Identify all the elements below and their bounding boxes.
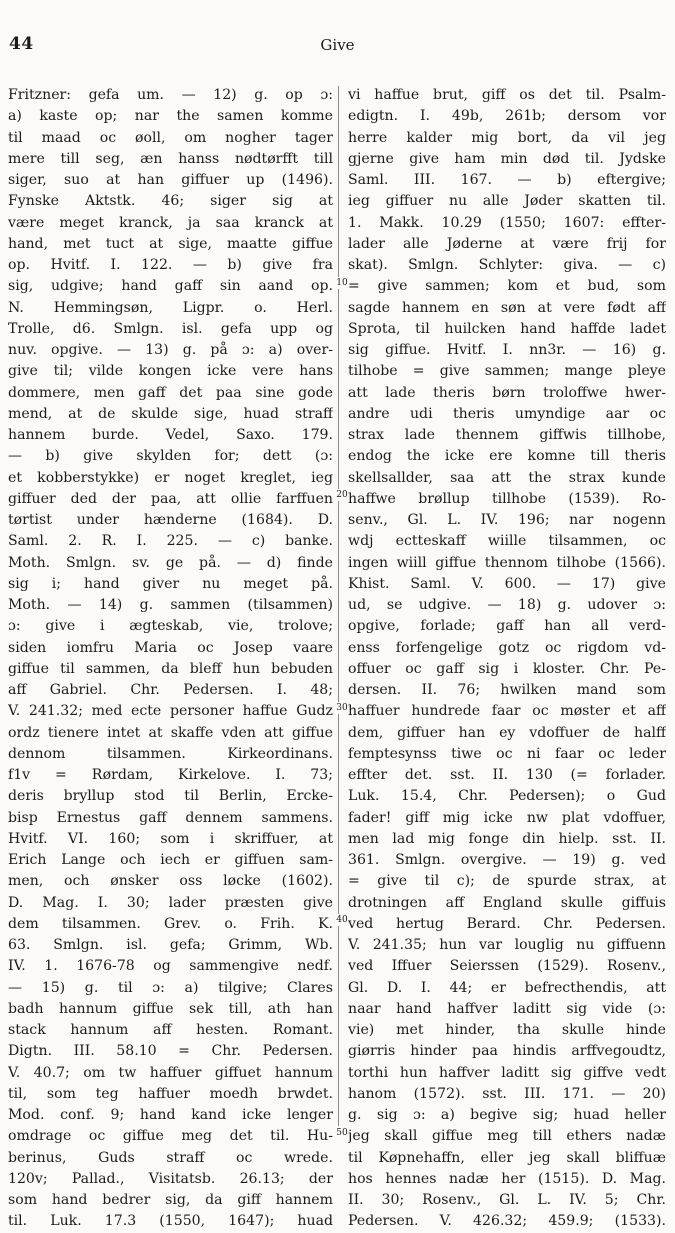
- text-line: hos hennes nadæ her (1515). D. Mag.: [348, 1170, 666, 1187]
- text-line: vi haffue brut, giff os det til. Psalm-: [348, 87, 666, 103]
- text-line: være meget kranck, ja saa kranck at: [8, 214, 333, 231]
- text-line: — 15) g. til ɔ: a) tilgive; Clares: [8, 979, 333, 996]
- text-line: Hvitf. VI. 160; som i skriffuer, at: [8, 830, 333, 847]
- text-line: 120v; Pallad., Visitatsb. 26.13; der: [8, 1170, 333, 1187]
- text-line: gjerne give ham min død til. Jydske: [348, 150, 666, 167]
- text-line: omdrage oc giffue meg det til. Hu-: [8, 1128, 333, 1145]
- text-line: g. sig ɔ: a) begive sig; huad heller: [348, 1107, 666, 1123]
- text-line: sig i; hand giver nu meget på.: [8, 575, 333, 592]
- text-line: Moth. — 14) g. sammen (tilsammen): [8, 597, 333, 613]
- text-line: 63. Smlgn. isl. gefa; Grimm, Wb.: [8, 937, 333, 953]
- text-line: andre udi theris umyndige aar oc: [348, 405, 666, 422]
- text-line: som hand bedrer sig, da giff hannem: [8, 1192, 333, 1208]
- text-line: wdj ectteskaff wiille tilsammen, oc: [348, 533, 666, 550]
- text-line: naar hand haffver laditt sig vide (ɔ:: [348, 1000, 666, 1017]
- text-line: op. Hvitf. I. 122. — b) give fra: [8, 257, 333, 273]
- text-line: strax lade thennem giffwis tillhobe,: [348, 427, 666, 443]
- text-line: 361. Smlgn. overgive. — 19) g. ved: [348, 852, 666, 868]
- right-column: [348, 85, 666, 1233]
- text-line: = give sammen; kom et bud, som: [348, 278, 666, 295]
- text-line: dersen. II. 76; hwilken mand som: [348, 682, 666, 698]
- text-line: aff Gabriel. Chr. Pedersen. I. 48;: [8, 682, 333, 698]
- line-marker-30: 30: [336, 703, 348, 713]
- column-divider: [338, 86, 339, 1126]
- text-line: giørris hinder paa hindis arffvegoudtz,: [348, 1043, 666, 1060]
- text-line: badh hannum giffue sek till, ath han: [8, 1000, 333, 1017]
- text-line: vie) met hinder, tha skulle hinde: [348, 1022, 666, 1038]
- text-line: Sprota, til huilcken hand haffde ladet: [348, 320, 666, 337]
- text-line: dennom tilsammen. Kirkeordinans.: [8, 745, 333, 762]
- text-line: giffue til sammen, da bleff hun bebuden: [8, 660, 333, 677]
- text-line: ved hertug Berard. Chr. Pedersen.: [348, 915, 666, 932]
- text-line: dem, giffuer han ey vdoffuer de halff: [348, 724, 666, 741]
- text-line: deris bryllup stod til Berlin, Ercke-: [8, 788, 333, 805]
- text-line: ingen wiill giffue thennom tilhobe (1566).: [348, 554, 666, 571]
- text-line: N. Hemmingsøn, Ligpr. o. Herl.: [8, 299, 333, 316]
- text-line: haffwe brøllup tillhobe (1539). Ro-: [348, 490, 666, 507]
- text-line: dem tilsammen. Grev. o. Frih. K.: [8, 915, 333, 932]
- text-line: — b) give skylden for; dett (ɔ:: [8, 448, 333, 465]
- text-line: stack hannum aff hesten. Romant.: [8, 1022, 333, 1038]
- text-line: V. 241.35; hun var louglig nu giffuenn: [348, 937, 666, 953]
- text-line: IV. 1. 1676-78 og sammengive nedf.: [8, 958, 333, 975]
- text-line: herre kalder mig bort, da vil jeg: [348, 129, 666, 146]
- running-head: Give: [320, 36, 355, 54]
- text-line: tilhobe = give sammen; mange pleye: [348, 363, 666, 380]
- left-column: [8, 85, 333, 1233]
- text-line: Erich Lange och iech er giffuen sam-: [8, 852, 333, 868]
- line-marker-10: 10: [336, 278, 348, 288]
- text-line: att lade theris børn troloffwe hwer-: [348, 384, 666, 401]
- text-line: give til; vilde kongen icke vere hans: [8, 363, 333, 380]
- text-line: ud, se udgive. — 18) g. udover ɔ:: [348, 597, 666, 613]
- text-line: til. Luk. 17.3 (1550, 1647); huad: [8, 1213, 333, 1230]
- text-line: mere till seg, æn hanss nødtørfft till: [8, 150, 333, 167]
- text-line: til Køpnehaffn, eller jeg skall bliffuæ: [348, 1149, 666, 1166]
- text-line: skat). Smlgn. Schlyter: giva. — c): [348, 257, 666, 273]
- text-line: Fritzner: gefa um. — 12) g. op ɔ:: [8, 87, 333, 103]
- text-line: Mod. conf. 9; hand kand icke lenger: [8, 1107, 333, 1123]
- text-line: offuer oc gaff sig i kloster. Chr. Pe-: [348, 660, 666, 677]
- text-line: hannem burde. Vedel, Saxo. 179.: [8, 427, 333, 443]
- text-line: II. 30; Rosenv., Gl. L. IV. 5; Chr.: [348, 1192, 666, 1208]
- text-line: skellsallder, saa att the strax kunde: [348, 469, 666, 486]
- text-line: ordz tienere intet at skaffe vden att giffue: [8, 724, 333, 741]
- text-line: men lad mig fonge din hielp. sst. II.: [348, 830, 666, 847]
- text-line: a) kaste op; nar the samen komme: [8, 108, 333, 125]
- text-line: Luk. 15.4, Chr. Pedersen); o Gud: [348, 788, 666, 805]
- text-line: endog the icke ere komne till theris: [348, 448, 666, 465]
- text-line: nuv. opgive. — 13) g. på ɔ: a) over-: [8, 342, 333, 358]
- text-line: siden iomfru Maria oc Josep vaare: [8, 639, 333, 656]
- text-line: Saml. III. 167. — b) eftergive;: [348, 172, 666, 188]
- text-line: effter det. sst. II. 130 (= forlader.: [348, 767, 666, 783]
- text-line: et kobberstykke) er noget kreglet, ieg: [8, 469, 333, 486]
- text-line: senv., Gl. L. IV. 196; nar nogenn: [348, 512, 666, 528]
- page-header: [0, 34, 675, 58]
- text-line: sig giffue. Hvitf. I. nn3r. — 16) g.: [348, 342, 666, 358]
- text-line: men, och ønsker oss løcke (1602).: [8, 873, 333, 890]
- page-number: 44: [9, 34, 34, 54]
- text-line: V. 40.7; om tw haffuer giffuet hannum: [8, 1064, 333, 1081]
- text-line: edigtn. I. 49b, 261b; dersom vor: [348, 108, 666, 125]
- text-line: torthi hun haffver laditt sig giffve vedt: [348, 1064, 666, 1081]
- text-line: til maad oc øoll, om nogher tager: [8, 129, 333, 146]
- text-line: hand, met tuct at sige, maatte giffue: [8, 235, 333, 252]
- text-line: ved Iffuer Seierssen (1529). Rosenv.,: [348, 958, 666, 975]
- text-line: til, som teg haffuer moedh brwdet.: [8, 1085, 333, 1102]
- text-line: fader! giff mig icke nw plat vdoffuer,: [348, 809, 666, 826]
- text-line: tørtist under hænderne (1684). D.: [8, 512, 333, 528]
- text-line: Pedersen. V. 426.32; 459.9; (1533).: [348, 1213, 666, 1230]
- text-line: Khist. Saml. V. 600. — 17) give: [348, 575, 666, 592]
- text-line: giffuer ded der paa, att ollie farffuen: [8, 490, 333, 507]
- text-line: Digtn. III. 58.10 = Chr. Pedersen.: [8, 1043, 333, 1060]
- text-line: sig, udgive; hand gaff sin aand op.: [8, 278, 333, 295]
- text-line: Saml. 2. R. I. 225. — c) banke.: [8, 533, 333, 550]
- text-line: f1v = Rørdam, Kirkelove. I. 73;: [8, 767, 333, 783]
- line-marker-50: 50: [336, 1128, 348, 1138]
- text-line: enss forfengelige gotz oc rigdom vd-: [348, 639, 666, 656]
- text-line: berinus, Guds straff oc wrede.: [8, 1149, 333, 1166]
- text-line: V. 241.32; med ecte personer haffue Gudz: [8, 703, 333, 720]
- text-line: opgive, forlade; gaff han all verd-: [348, 618, 666, 635]
- text-line: Gl. D. I. 44; er befrecthendis, att: [348, 979, 666, 996]
- line-marker-40: 40: [336, 915, 348, 925]
- text-line: ieg giffuer nu alle Jøder skatten til.: [348, 193, 666, 210]
- text-line: hanom (1572). sst. III. 171. — 20): [348, 1085, 666, 1102]
- text-line: dommere, men gaff det paa sine gode: [8, 384, 333, 401]
- text-line: drotningen aff England skulle giffuis: [348, 894, 666, 911]
- text-line: 1. Makk. 10.29 (1550; 1607: effter-: [348, 214, 666, 231]
- text-line: jeg skall giffue meg till ethers nadæ: [348, 1128, 666, 1145]
- text-line: bisp Ernestus gaff dennem sammens.: [8, 809, 333, 826]
- text-line: siger, suo at han giffuer up (1496).: [8, 172, 333, 188]
- text-line: Moth. Smlgn. sv. ge på. — d) finde: [8, 554, 333, 571]
- text-line: haffuer hundrede faar oc møster et aff: [348, 703, 666, 720]
- text-line: sagde hannem en søn at vere født aff: [348, 299, 666, 316]
- text-line: ɔ: give i ægteskab, vie, trolove;: [8, 618, 333, 635]
- text-line: D. Mag. I. 30; lader præsten give: [8, 894, 333, 911]
- text-line: lader alle Jøderne at være frij for: [348, 235, 666, 252]
- text-line: Fynske Aktstk. 46; siger sig at: [8, 193, 333, 210]
- text-line: mend, at de skulde sige, huad straff: [8, 405, 333, 422]
- text-line: Trolle, d6. Smlgn. isl. gefa upp og: [8, 320, 333, 337]
- text-line: = give til c); de spurde strax, at: [348, 873, 666, 890]
- line-marker-20: 20: [336, 490, 348, 500]
- text-line: femptesynss tiwe oc ni faar oc leder: [348, 745, 666, 762]
